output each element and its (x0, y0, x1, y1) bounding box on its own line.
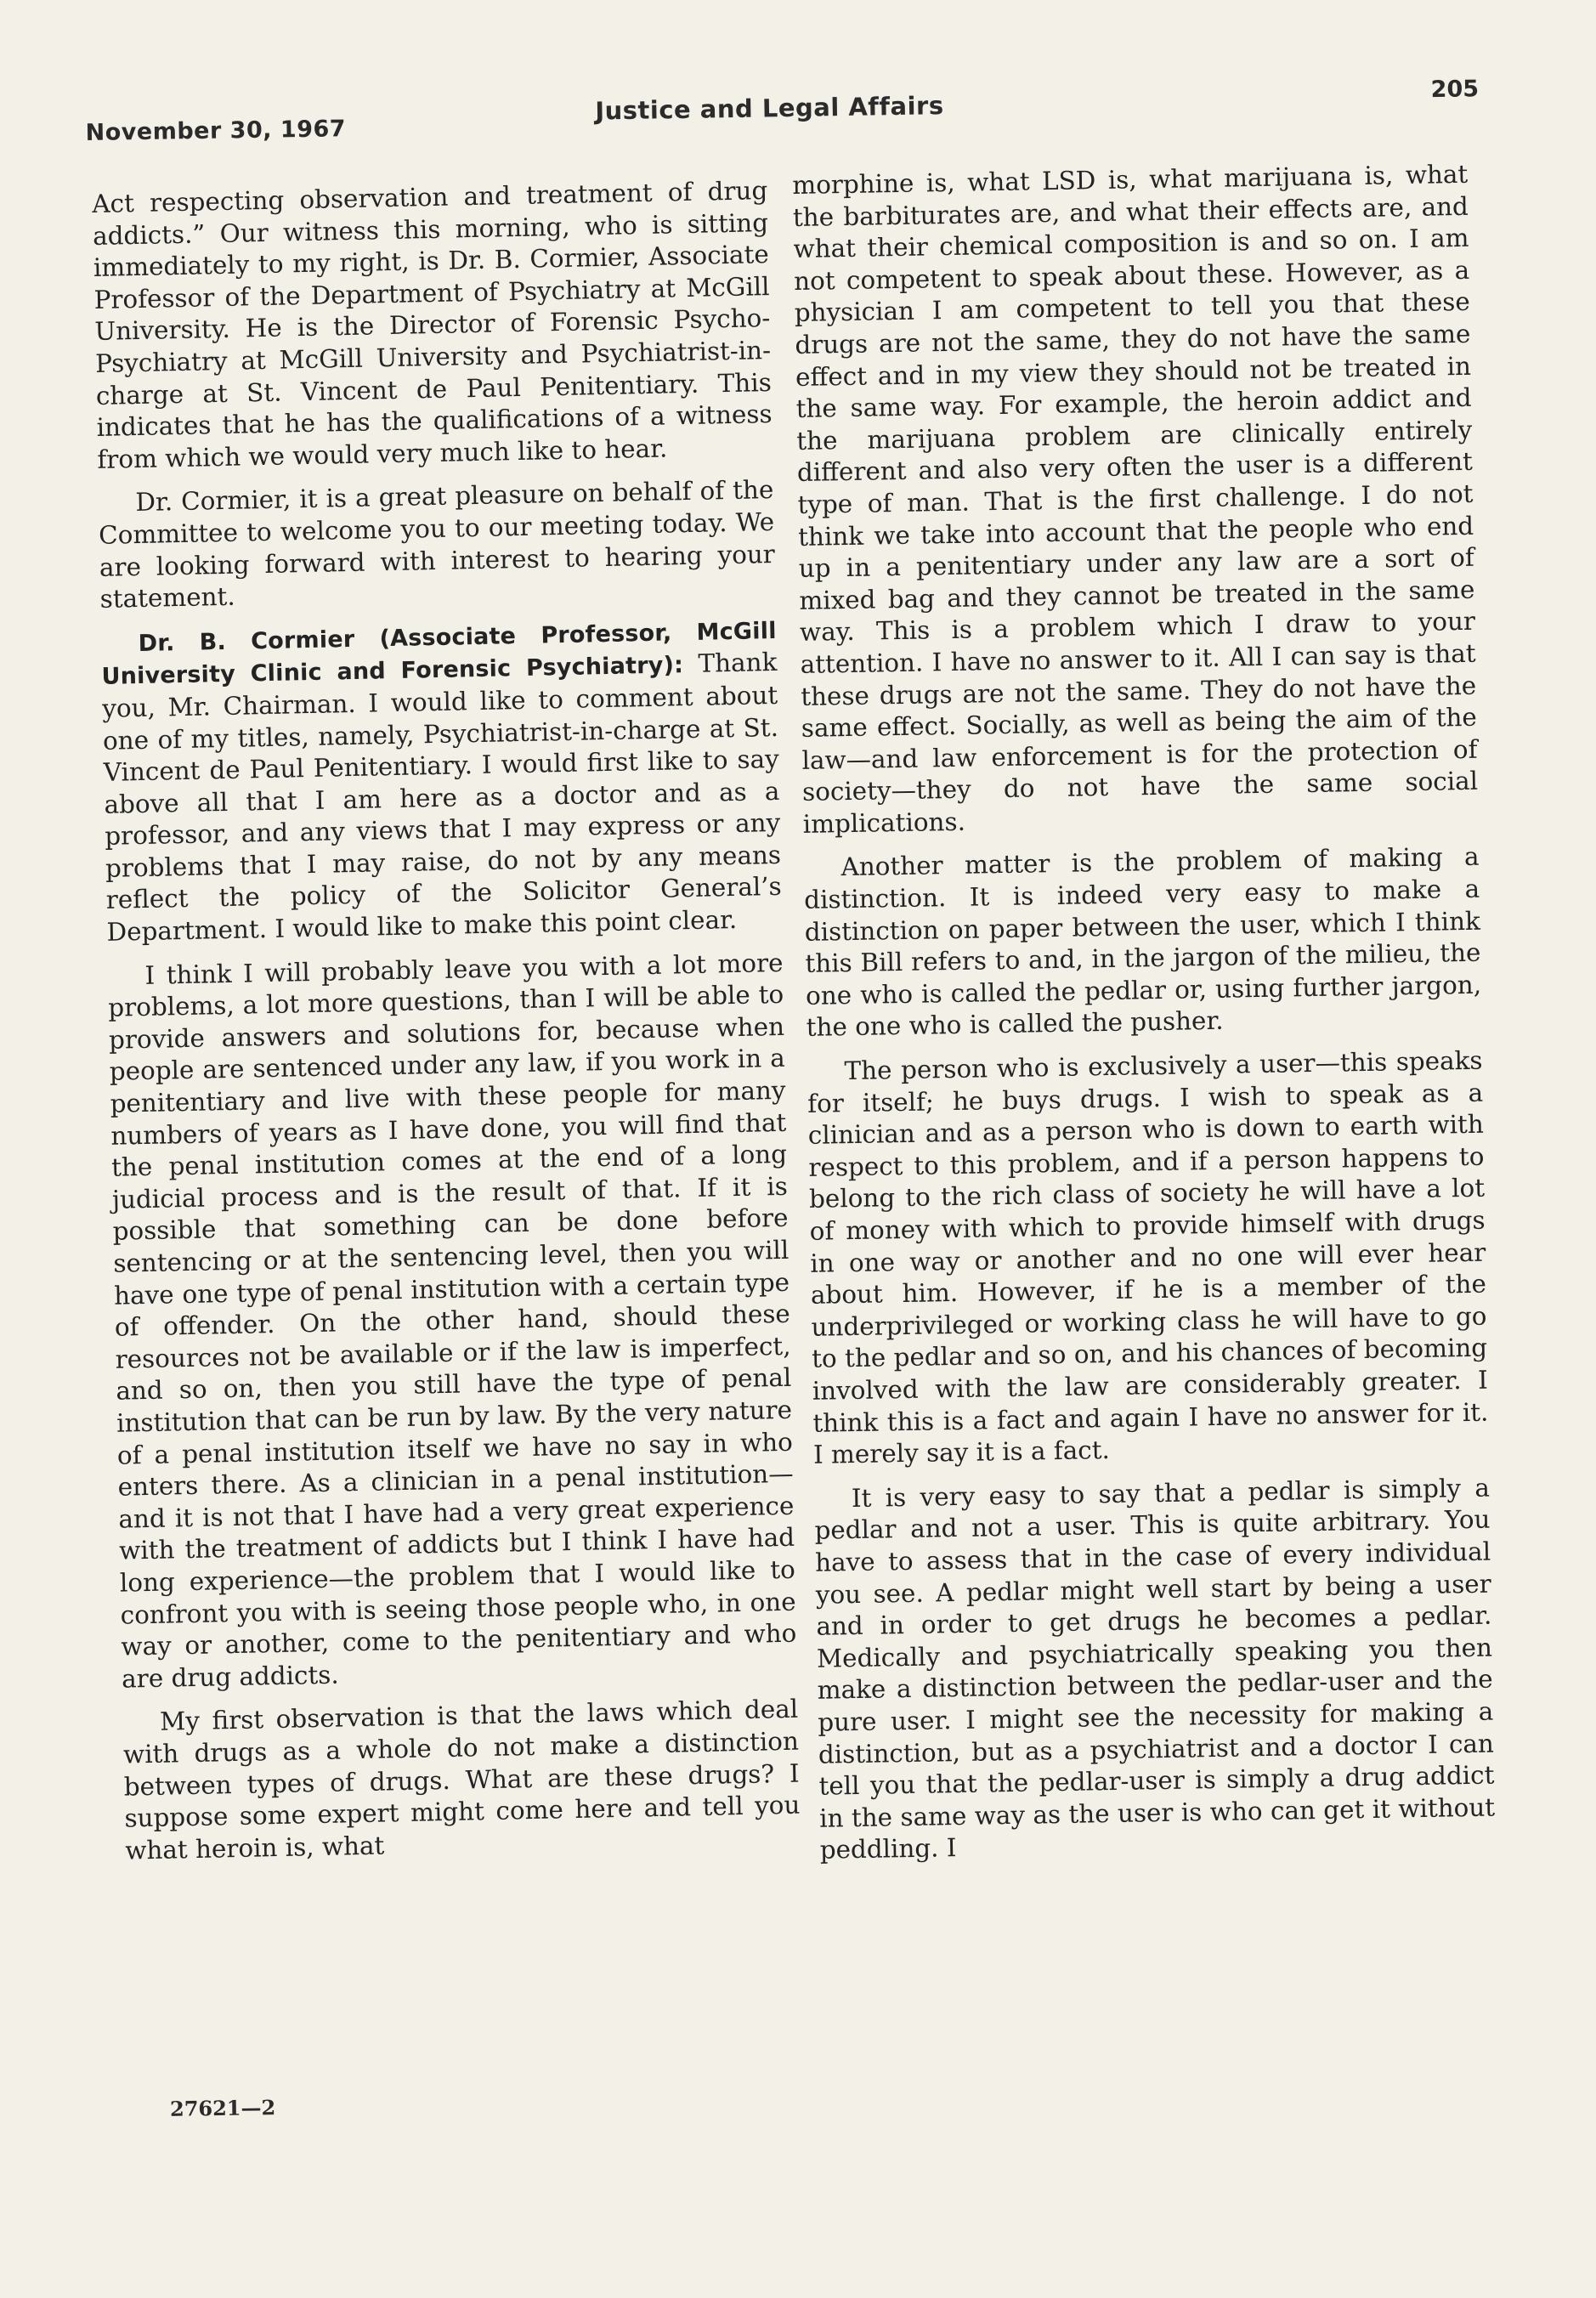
running-title: Justice and Legal Affairs (595, 91, 944, 126)
page-header (85, 76, 1480, 157)
speaker-paragraph (100, 614, 782, 949)
paragraph: Act respecting observation and treatment of drug addicts.” Our witness this morning, who is sitting immediately to my right, is Dr. B. Cormier, Associate Professor of the Department of Psychiatry at McGill University. He is the Director of Forensic Psycho-Psychiatry at McGill University and Psychiatrist-in-charge at St. Vincent de Paul Penitentiary. This indicates that he has the qualifications of a witness from which we would very much like to hear. (92, 176, 773, 474)
paragraph: I think I will probably leave you with a lot more problems, a lot more questions, than I will be able to provide answers and solutions for, because when people are sentenced under any law, if you work in a penitentiary and live with these people for many numbers of years as I have done, you will find that the penal institution comes at the end of a long judicial process and is the result of that. If it is possible that something can be done before sentencing or at the sentencing level, then you will have one type of penal institution with a certain type of offender. On the other hand, should these resources not be available or if the law is imperfect, and so on, then you still have the type of penal institution that can be run by law. By the very nature of a penal institution itself we have no say in who enters there. As a clinician in a penal institution—and it is not that I have had a very great experience with the treatment of addicts but I think I have had long experience—the problem that I would like to confront you with is seeing those people who, in one way or another, come to the penitentiary and who are drug addicts. (108, 948, 797, 1694)
paragraph: Another matter is the problem of making a distinction. It is indeed very easy to make a distinction on paper between the user, which I think this Bill refers to and, in the jargon of the milieu, the one who is called the pedlar or, using further jargon, the one who is called the pusher. (803, 842, 1482, 1043)
paragraph: The person who is exclusively a user—this speaks for itself; he buys drugs. I wish to speak as a clinician and as a person who is down to earth with respect to this problem, and if a person happens to belong to the rich class of society he will have a lot of money with which to provide himself with drugs in one way or another and no one will ever hear about him. However, if he is a member of the underprivileged or working class he will have to go to the pedlar and so on, and his chances of becoming involved with the law are considerably greater. I think this is a fact and again I have no answer for it. I merely say it is a fact. (806, 1045, 1489, 1469)
left-column (92, 175, 801, 1879)
header-date: November 30, 1967 (85, 116, 347, 146)
footer-code: 27621—2 (169, 2095, 276, 2121)
page-number: 205 (1430, 76, 1480, 104)
paragraph: My first observation is that the laws which deal with drugs as a whole do not make a distinction between types of drugs. What are these drugs? I suppose some expert might come here and tell you what heroin is, what (122, 1694, 801, 1865)
paragraph: morphine is, what LSD is, what marijuana is, what the barbiturates are, and what their effects are, and what their chemical composition is and so on. I am not competent to speak about these. However, as a physician I am competent to tell you that these drugs are not the same, they do not have the same effect and in my view they should not be treated in the same way. For example, the heroin addict and the marijuana problem are clinically entirely different and also very often the user is a different type of man. That is the first challenge. I do not think we take into account that the people who end up in a penitentiary under any law are a sort of mixed bag and they cannot be treated in the same way. This is a problem which I draw to your attention. I have no answer to it. All I can say is that these drugs are not the same. They do not have the same effect. Socially, as well as being the aim of the law—and law enforcement is for the protection of society—they do not have the same social implications. (792, 159, 1479, 839)
speaker-text: Thank you, Mr. Chairman. I would like to comment about one of my titles, namely, Psychiatrist-in-charge at St. Vincent de Paul Penitentiary. I would first like to say above all that I am here as a doctor and as a professor, and any views that I may express or any problems that I may raise, do not by any means reflect the policy of the Solicitor General’s Department. I would like to make this point clear. (101, 648, 782, 947)
speaker-name: Dr. B. Cormier (Associate Professor, McGill University Clinic and Forensic Psychiatry): (101, 617, 777, 691)
paragraph: Dr. Cormier, it is a great pleasure on behalf of the Committee to welcome you to our meeting today. We are looking forward with interest to hearing your statement. (98, 475, 776, 614)
paragraph: It is very easy to say that a pedlar is simply a pedlar and not a user. This is quite arbitrary. You have to assess that in the case of every individual you see. A pedlar might well start by being a user and in order to get drugs he becomes a pedlar. Medically and psychiatrically speaking you then make a distinction between the pedlar-user and the pure user. I might see the necessity for making a distinction, but as a psychiatrist and a doctor I can tell you that the pedlar-user is simply a drug addict in the same way as the user is who can get it without peddling. I (814, 1473, 1496, 1865)
right-column (792, 159, 1496, 1879)
